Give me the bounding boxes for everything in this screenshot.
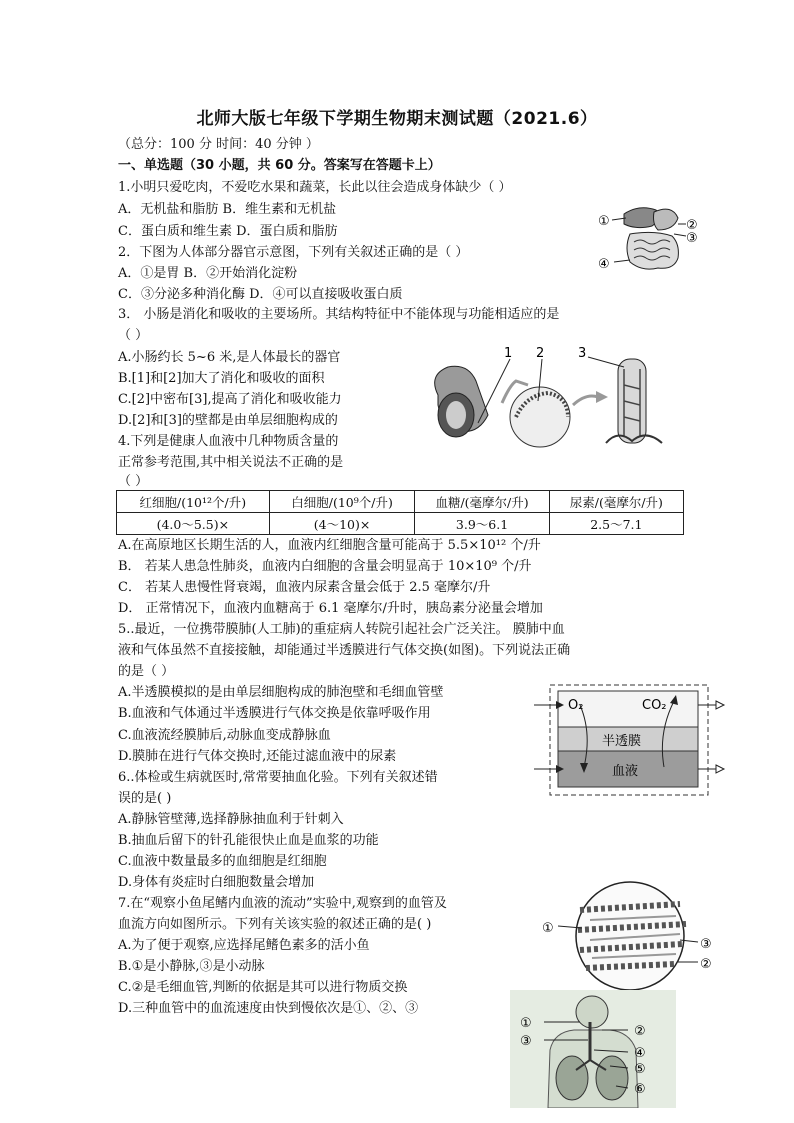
q4-paren: （ ） — [118, 474, 149, 489]
fish-tail-vessel-figure — [540, 880, 720, 992]
table-cell: (4～10)× — [269, 513, 415, 535]
table-header-cell: 血糖/(毫摩尔/升) — [415, 491, 549, 513]
blood-label: 血液 — [612, 764, 639, 779]
respiratory-label-6: ⑥ — [634, 1082, 646, 1097]
q7-option-a: A.为了便于观察,应选择尾鳍色素多的活小鱼 — [118, 938, 370, 953]
q3-option-b: B.[1]和[2]加大了消化和吸收的面积 — [118, 371, 325, 386]
table-header-cell: 白细胞/(10⁹个/升) — [269, 491, 415, 513]
q5-option-c: C.血液流经膜肺后,动脉血变成静脉血 — [118, 728, 331, 743]
q3-paren: （ ） — [118, 328, 149, 343]
respiratory-label-5: ⑤ — [634, 1062, 646, 1077]
digestive-label-2: ② — [686, 218, 698, 233]
small-intestine-figure — [418, 345, 688, 455]
membrane-lung-figure — [532, 683, 727, 798]
respiratory-label-3: ③ — [520, 1034, 532, 1049]
table-header-cell: 尿素/(毫摩尔/升) — [549, 491, 683, 513]
o2-label: O₂ — [568, 698, 584, 713]
q5-stem-line2: 液和气体虽然不直接接触，却能通过半透膜进行气体交换(如图)。下列说法正确 — [118, 643, 571, 658]
respiratory-label-4: ④ — [634, 1046, 646, 1061]
q7-option-c: C.②是毛细血管,判断的依据是其可以进行物质交换 — [118, 980, 408, 995]
q3-stem: 3． 小肠是消化和吸收的主要场所。其结构特征中不能体现与功能相适应的是 — [118, 307, 560, 322]
table-header-row — [117, 491, 684, 513]
digestive-label-1: ① — [598, 214, 610, 229]
q3-option-a: A.小肠约长 5~6 米,是人体最长的器官 — [118, 350, 341, 365]
q7-option-d: D.三种血管中的血流速度由快到慢依次是①、②、③ — [118, 1001, 419, 1016]
respiratory-label-2: ② — [634, 1024, 646, 1039]
page-title: 北师大版七年级下学期生物期末测试题（2021.6） — [196, 109, 598, 129]
q4-option-b: B． 若某人患急性肺炎，血液内白细胞的含量会明显高于 10×10⁹ 个/升 — [118, 559, 532, 574]
intestine-label-3: 3 — [578, 346, 587, 361]
q3-option-d: D.[2]和[3]的壁都是由单层细胞构成的 — [118, 413, 338, 428]
q5-option-b: B.血液和气体通过半透膜进行气体交换是依靠呼吸作用 — [118, 706, 431, 721]
q4-stem-line2: 正常参考范围,其中相关说法不正确的是 — [118, 455, 344, 470]
q5-stem-line3: 的是（ ） — [118, 664, 175, 679]
q6-option-b: B.抽血后留下的针孔能很快止血是血浆的功能 — [118, 833, 379, 848]
q7-stem-line2: 血流方向如图所示。下列有关该实验的叙述正确的是( ) — [118, 917, 432, 932]
membrane-label: 半透膜 — [602, 734, 642, 749]
table-cell: 3.9～6.1 — [415, 513, 549, 535]
section-heading: 一、单选题（30 小题，共 60 分。答案写在答题卡上） — [118, 158, 441, 173]
co2-label: CO₂ — [642, 698, 667, 713]
q7-option-b: B.①是小静脉,③是小动脉 — [118, 959, 265, 974]
blood-reference-table — [116, 490, 684, 535]
fish-label-2: ② — [700, 957, 712, 972]
q1-options-ab: A．无机盐和脂肪 B．维生素和无机盐 — [118, 202, 337, 217]
q4-option-d: D． 正常情况下，血液内血糖高于 6.1 毫摩尔/升时，胰岛素分泌量会增加 — [118, 601, 543, 616]
q1-stem: 1.小明只爱吃肉，不爱吃水果和蔬菜，长此以往会造成身体缺少（ ） — [118, 180, 512, 195]
table-cell: (4.0～5.5)× — [117, 513, 270, 535]
q6-option-d: D.身体有炎症时白细胞数量会增加 — [118, 875, 315, 890]
q5-option-a: A.半透膜模拟的是由单层细胞构成的肺泡壁和毛细血管壁 — [118, 685, 444, 700]
fish-label-1: ① — [542, 921, 554, 936]
respiratory-label-1: ① — [520, 1016, 532, 1031]
table-row — [117, 513, 684, 535]
q7-stem-line1: 7.在“观察小鱼尾鳍内血液的流动”实验中,观察到的血管及 — [118, 896, 447, 911]
digestive-system-figure — [594, 200, 704, 280]
q3-option-c: C.[2]中密布[3],提高了消化和吸收能力 — [118, 392, 342, 407]
q6-option-c: C.血液中数量最多的血细胞是红细胞 — [118, 854, 327, 869]
q6-stem-line2: 误的是( ) — [118, 791, 172, 806]
table-header-cell: 红细胞/(10¹²个/升) — [117, 491, 270, 513]
digestive-label-3: ③ — [686, 231, 698, 246]
respiratory-system-figure — [510, 990, 676, 1108]
q4-stem-line1: 4.下列是健康人血液中几种物质含量的 — [118, 434, 339, 449]
q2-options-ab: A．①是胃 B．②开始消化淀粉 — [118, 266, 298, 281]
intestine-label-2: 2 — [536, 346, 545, 361]
q6-stem-line1: 6..体检或生病就医时,常常要抽血化验。下列有关叙述错 — [118, 770, 438, 785]
q2-options-cd: C．③分泌多种消化酶 D．④可以直接吸收蛋白质 — [118, 287, 403, 302]
q5-stem-line1: 5..最近，一位携带膜肺(人工肺)的重症病人转院引起社会广泛关注。 膜肺中血 — [118, 622, 565, 637]
exam-meta: （总分：100 分 时间：40 分钟 ） — [118, 137, 319, 152]
table-cell: 2.5～7.1 — [549, 513, 683, 535]
digestive-label-4: ④ — [598, 257, 610, 272]
q5-option-d: D.膜肺在进行气体交换时,还能过滤血液中的尿素 — [118, 749, 397, 764]
fish-label-3: ③ — [700, 937, 712, 952]
q6-option-a: A.静脉管壁薄,选择静脉抽血利于针刺入 — [118, 812, 344, 827]
q4-option-a: A.在高原地区长期生活的人，血液内红细胞含量可能高于 5.5×10¹² 个/升 — [118, 538, 541, 553]
intestine-label-1: 1 — [504, 346, 513, 361]
q2-stem: 2．下图为人体部分器官示意图，下列有关叙述正确的是（ ） — [118, 245, 469, 260]
q1-options-cd: C．蛋白质和维生素 D．蛋白质和脂肪 — [118, 224, 338, 239]
q4-option-c: C． 若某人患慢性肾衰竭，血液内尿素含量会低于 2.5 毫摩尔/升 — [118, 580, 491, 595]
